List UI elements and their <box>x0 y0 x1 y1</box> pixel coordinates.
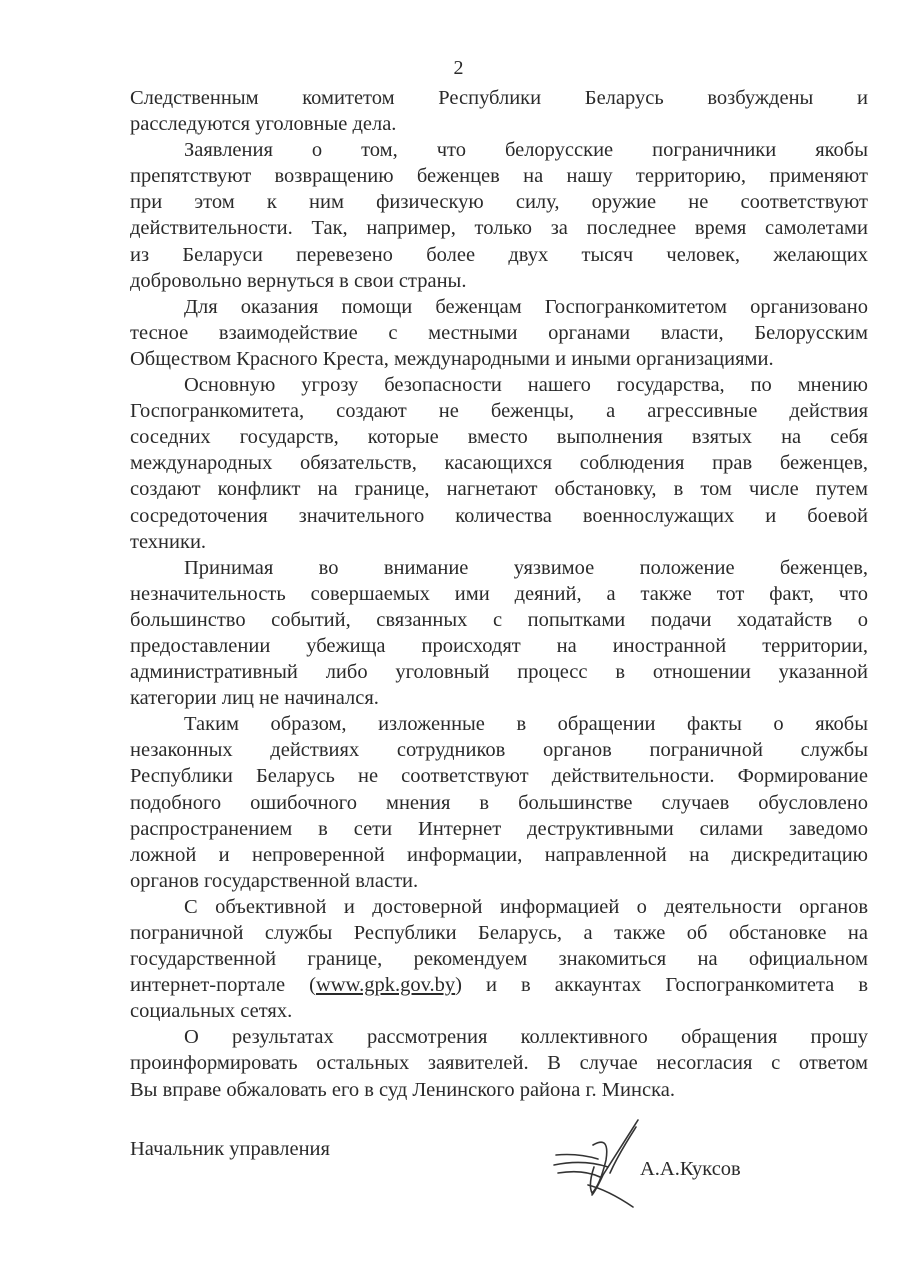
text-line: Республики Беларусь не соответствуют действительности. Формирование <box>130 765 868 788</box>
text-line: техники. <box>130 530 207 553</box>
text-line: административный либо уголовный процесс в отношении указанной <box>130 661 868 684</box>
paragraph <box>130 555 868 712</box>
letter-body <box>130 85 868 1103</box>
paragraph <box>130 294 868 372</box>
handwritten-signature <box>548 1115 648 1210</box>
text-line: соседних государств, которые вместо выполнения взятых на себя <box>130 426 868 449</box>
text-line: ложной и непроверенной информации, направленной на дискредитацию <box>130 843 868 866</box>
text-line: органов государственной власти. <box>130 869 419 892</box>
text-line: сосредоточения значительного количества военнослужащих и боевой <box>130 504 868 527</box>
text-line: препятствуют возвращению беженцев на нашу территорию, применяют <box>130 165 868 188</box>
text-line: государственной границе, рекомендуем знакомиться на официальном <box>130 948 868 971</box>
paragraph <box>130 711 868 894</box>
text-line: Заявления о том, что белорусские пограничники якобы <box>184 139 868 162</box>
paragraph <box>130 1024 868 1102</box>
text-line: добровольно вернуться в свои страны. <box>130 269 467 292</box>
text-line: О результатах рассмотрения коллективного обращения прошу <box>184 1026 868 1049</box>
text-line: большинство событий, связанных с попытками подачи ходатайств о <box>130 608 868 631</box>
text-line: социальных сетях. <box>130 1000 293 1023</box>
text-line: Госпогранкомитета, создают не беженцы, а агрессивные действия <box>130 400 868 423</box>
signatory-name: А.А.Куксов <box>640 1158 741 1180</box>
text-line: тесное взаимодействие с местными органами власти, Белорусским <box>130 321 868 344</box>
text-line: Принимая во внимание уязвимое положение беженцев, <box>184 556 868 579</box>
portal-link[interactable]: www.gpk.gov.by <box>316 974 456 997</box>
text-line: категории лиц не начинался. <box>130 687 379 710</box>
text-line: предоставлении убежища происходят на иностранной территории, <box>130 634 868 657</box>
text-line: Вы вправе обжаловать его в суд Ленинского района г. Минска. <box>130 1078 675 1101</box>
signatory-title: Начальник управления <box>130 1138 330 1160</box>
text-line: проинформировать остальных заявителей. В случае несогласия с ответом <box>130 1052 868 1075</box>
text-line: подобного ошибочного мнения в большинстве случаев обусловлено <box>130 791 868 814</box>
text-line: незаконных действиях сотрудников органов пограничной службы <box>130 739 868 762</box>
text-line: Обществом Красного Креста, международными и иными организациями. <box>130 347 774 370</box>
text-line: интернет-портале (www.gpk.gov.by) и в аккаунтах Госпогранкомитета в <box>130 974 868 997</box>
text-line: из Беларуси перевезено более двух тысяч человек, желающих <box>130 243 868 266</box>
text-line: Для оказания помощи беженцам Госпогранкомитетом организовано <box>184 295 868 318</box>
text-line: международных обязательств, касающихся соблюдения прав беженцев, <box>130 452 868 475</box>
text-line: Следственным комитетом Республики Беларусь возбуждены и <box>130 87 868 109</box>
page-number: 2 <box>453 57 464 79</box>
paragraph <box>130 137 868 294</box>
text-line: создают конфликт на границе, нагнетают обстановку, в том числе путем <box>130 478 868 501</box>
paragraph <box>130 372 868 555</box>
text-line: пограничной службы Республики Беларусь, а также об обстановке на <box>130 922 868 944</box>
text-line: С объективной и достоверной информацией о деятельности органов <box>184 895 868 918</box>
text-line: незначительность совершаемых ими деяний, а также тот факт, что <box>130 582 868 605</box>
text-line: действительности. Так, например, только за последнее время самолетами <box>130 217 868 240</box>
text-line: расследуются уголовные дела. <box>130 113 397 136</box>
text-line: при этом к ним физическую силу, оружие не соответствуют <box>130 191 868 214</box>
paragraph <box>130 894 868 1024</box>
text-line: Основную угрозу безопасности нашего государства, по мнению <box>184 374 868 397</box>
text-line: Таким образом, изложенные в обращении факты о якобы <box>184 713 868 736</box>
paragraph <box>130 85 868 137</box>
text-line: распространением в сети Интернет деструктивными силами заведомо <box>130 817 868 840</box>
